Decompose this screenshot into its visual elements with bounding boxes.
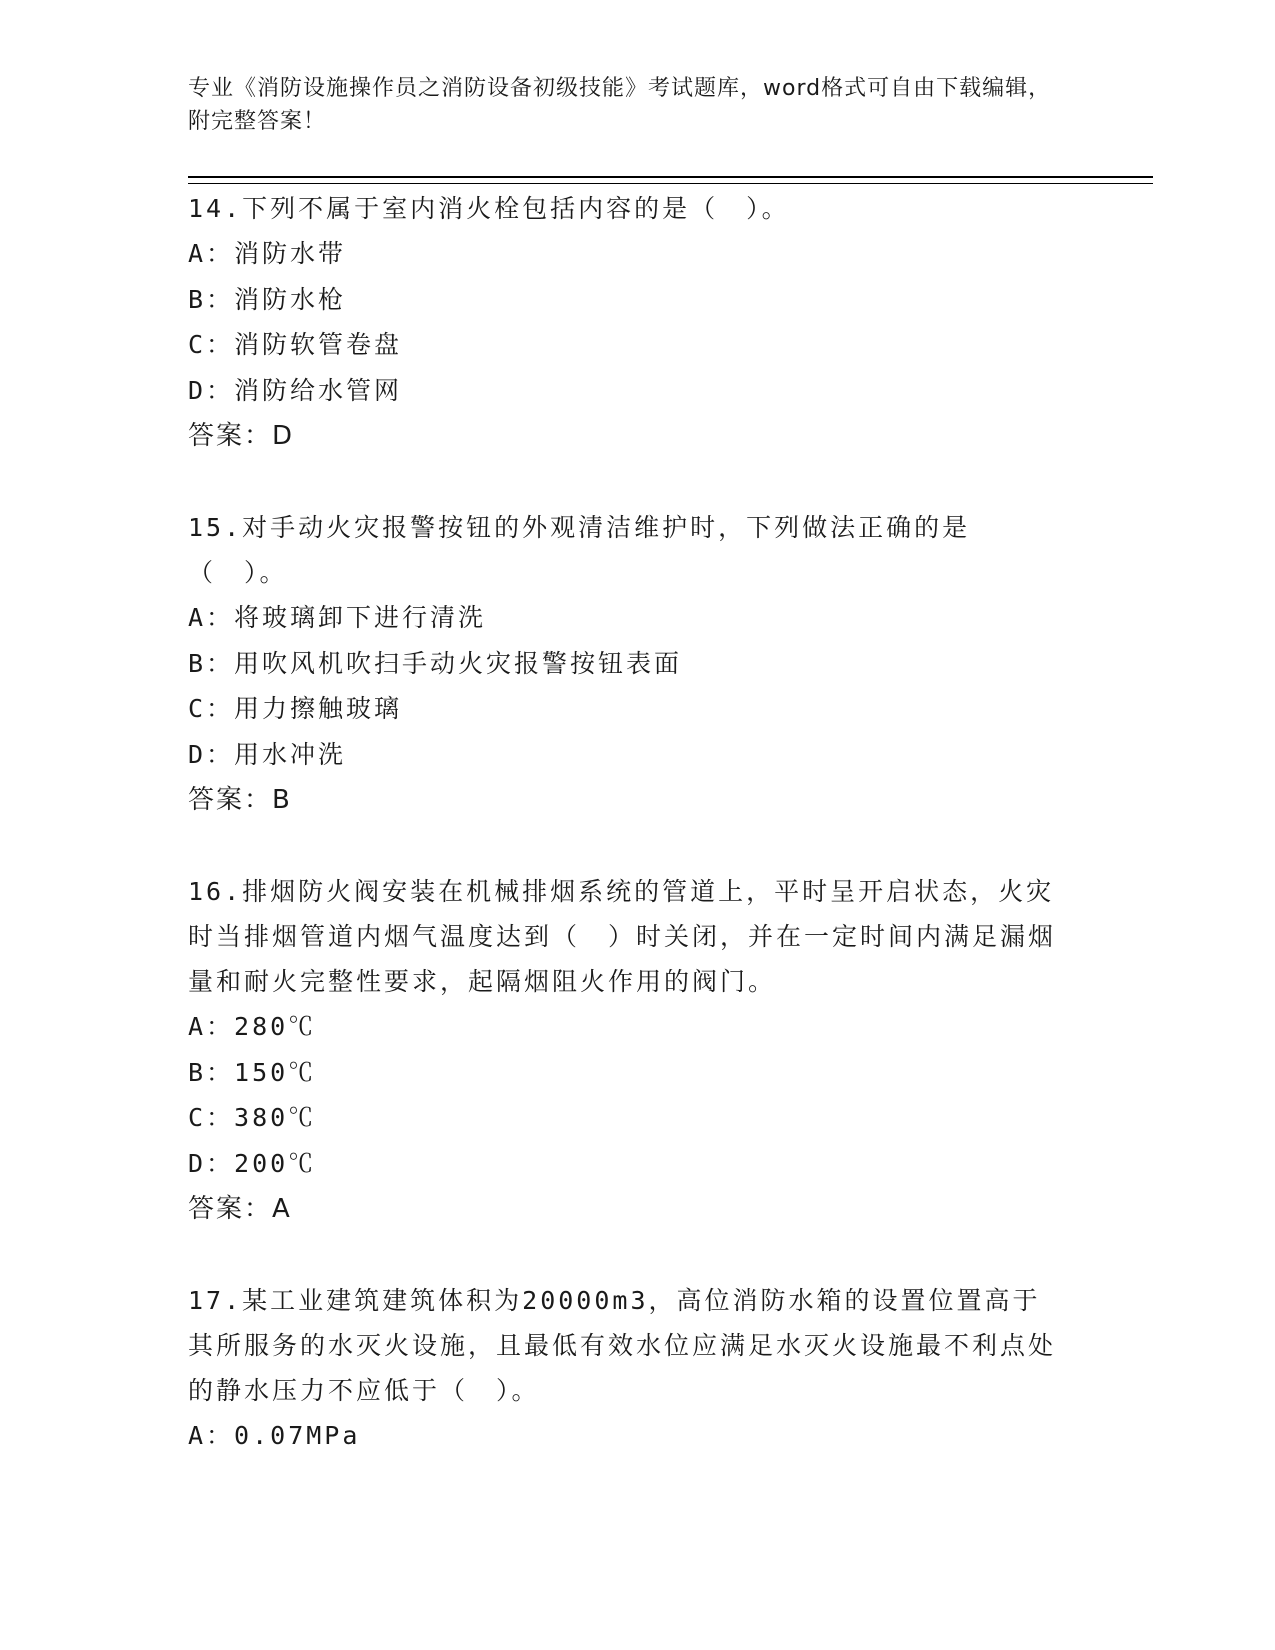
option-a: A：消防水带 [188, 239, 347, 268]
question-17 [188, 1278, 1068, 1459]
option-b: B：消防水枪 [188, 284, 347, 314]
option-d: D：用水冲洗 [188, 739, 347, 769]
option-a: A：280℃ [188, 1012, 317, 1041]
option-d: D：消防给水管网 [188, 375, 403, 405]
answer-line: 答案：D [188, 421, 295, 451]
question-15 [188, 505, 1068, 823]
answer-line: 答案：B [188, 785, 292, 815]
option-a: A：将玻璃卸下进行清洗 [188, 603, 487, 632]
document-header: 专业《消防设施操作员之消防设备初级技能》考试题库，word格式可自由下载编辑，附完整答案！ [188, 76, 1052, 134]
option-c: C：380℃ [188, 1103, 317, 1132]
option-c: C：消防软管卷盘 [188, 330, 403, 359]
option-d: D：200℃ [188, 1148, 317, 1178]
answer-line: 答案：A [188, 1194, 292, 1224]
question-stem: 17.某工业建筑建筑体积为20000m3，高位消防水箱的设置位置高于其所服务的水灭火设施，且最低有效水位应满足水灭火设施最不利点处的静水压力不应低于（ ）。 [188, 1286, 1057, 1405]
header-divider-thick [188, 176, 1153, 178]
option-b: B：用吹风机吹扫手动火灾报警按钮表面 [188, 648, 683, 678]
question-stem: 16.排烟防火阀安装在机械排烟系统的管道上，平时呈开启状态，火灾时当排烟管道内烟气温度达到（ ）时关闭，并在一定时间内满足漏烟量和耐火完整性要求，起隔烟阻火作用的阀门。 [188, 877, 1057, 996]
option-a: A：0.07MPa [188, 1421, 361, 1450]
option-b: B：150℃ [188, 1057, 317, 1087]
question-14 [188, 186, 1068, 459]
question-stem: 14.下列不属于室内消火栓包括内容的是（ ）。 [188, 194, 790, 223]
question-16 [188, 869, 1068, 1232]
header-divider-thin [188, 183, 1153, 184]
option-c: C：用力擦触玻璃 [188, 694, 403, 723]
question-list [188, 186, 1068, 1505]
question-stem: 15.对手动火灾报警按钮的外观清洁维护时，下列做法正确的是（ ）。 [188, 513, 971, 587]
